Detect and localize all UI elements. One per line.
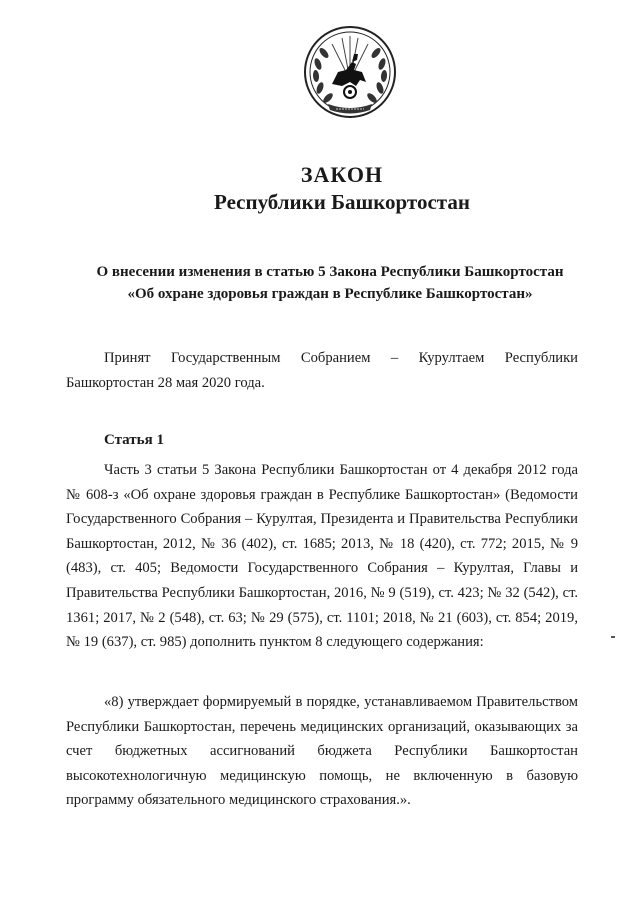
law-subject-heading xyxy=(70,261,590,305)
law-subject-line-1: О внесении изменения в статью 5 Закона Республики Башкортостан xyxy=(96,264,564,280)
article-body-paragraph: Часть 3 статьи 5 Закона Республики Башкортостан от 4 декабря 2012 года № 608-з «Об охране здоровья граждан в Республике Башкортостан» (Ведомости Государственного Собрания – Курултая, Президента и Правительства Республики Башкортостан, 2012, № 36 (402), ст. 1685; 2013, № 18 (420), ст. 772; 2015, № 9 (483), ст. 405; Ведомости Государственного Собрания – Курултая, Главы и Правительства Республики Башкортостан, 2016, № 9 (519), ст. 423; № 32 (542), ст. 1361; 2017, № 2 (548), ст. 63; № 29 (575), ст. 1101; 2018, № 21 (603), ст. 854; 2019, № 19 (637), ст. 985) дополнить пунктом 8 следующего содержания: xyxy=(66,462,578,651)
article-heading: Статья 1 xyxy=(104,432,164,448)
bashkortostan-coat-of-arms-icon xyxy=(302,24,398,120)
document-issuer-subtitle: Республики Башкортостан xyxy=(214,190,470,214)
margin-mark xyxy=(611,636,615,638)
law-subject-line-2: «Об охране здоровья граждан в Республике Башкортостан» xyxy=(127,286,533,302)
document-type-title: ЗАКОН xyxy=(300,162,384,187)
article-quote-paragraph: «8) утверждает формируемый в порядке, устанавливаемом Правительством Республики Башкортостан, перечень медицинских организаций, оказывающих за счет бюджетных ассигнований бюджета Республики Башкортостан высокотехнологичную медицинскую помощь, не включенную в базовую программу обязательного медицинского страхования.». xyxy=(66,694,578,809)
adoption-statement: Принят Государственным Собранием – Курултаем Республики Башкортостан 28 мая 2020 года. xyxy=(66,350,578,391)
